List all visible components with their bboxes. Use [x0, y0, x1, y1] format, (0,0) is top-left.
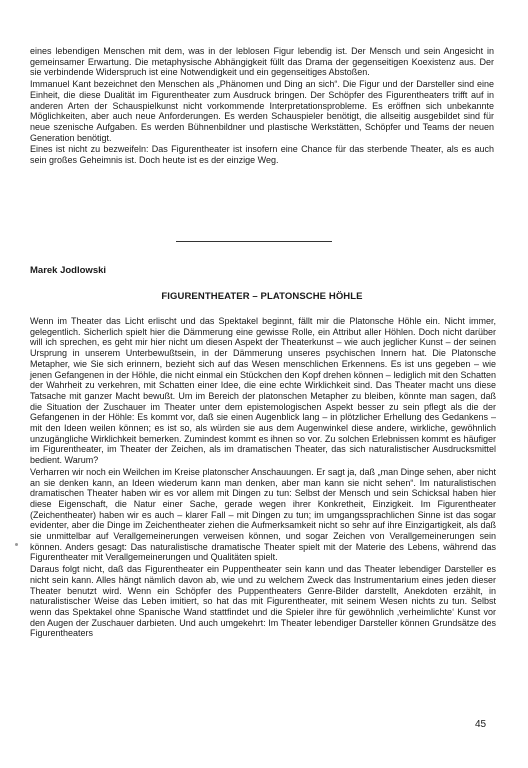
paragraph: eines lebendigen Menschen mit dem, was in der leblosen Figur lebendig ist. Der Mensch und sein Angesicht in gemeinsamer Erwartung. Die metaphysische Abhängigkeit füllt das Drama der gegenseitigen Koexistenz aus. Der sie verbindende Widerspruch ist eine Notwendigkeit und ein gegenseitiges Abstoßen. — [30, 46, 494, 78]
paragraph: Immanuel Kant bezeichnet den Menschen als „Phänomen und Ding an sich“. Die Figur und der Darsteller sind eine Einheit, die diese Dualität im Figurentheater zum Ausdruck bringen. Der Schöpfer des Figurentheaters trifft auf in anderen Arten der Schauspielkunst nicht vorkommende Interpretationsprobleme. Es eröffnen sich unbekannte Möglichkeiten, aber auch neue Anforderungen. Es werden Schauspieler benötigt, die allseitig ausgebildet sind für neue szenische Aufgaben. Es werden Bühnenbildner und plastische Werkstätten, Schöpfer und Teams der neuen Generation benötigt. — [30, 79, 494, 143]
scan-speck — [15, 543, 18, 546]
section-divider — [176, 241, 332, 242]
paragraph: Daraus folgt nicht, daß das Figurentheater ein Puppentheater sein kann und das Theater lebendiger Darsteller es nicht sein kann. Alles hängt nämlich davon ab, wie und zu welchem Zweck das Instrumentarium eines jeden dieser Theater benutzt wird. Wenn ein Schöpfer des Puppentheaters Genre-Bilder darstellt, Anekdoten erzählt, in naturalistischer Weise das Leben imitiert, so hat das mit Figurentheater, mit seinem Wesen nichts zu tun. Selbst wenn das Spektakel ohne Spanische Wand stattfindet und die Spieler ihre für gewöhnlich ‚verheimlichte‘ Kunst vor den Augen der Zuschauer darbieten. Und auch umgekehrt: Im Theater lebendiger Darsteller können Grundsätze des Figurentheaters — [30, 564, 496, 639]
article-body — [30, 316, 496, 639]
article-author: Marek Jodlowski — [30, 265, 107, 276]
paragraph: Eines ist nicht zu bezweifeln: Das Figurentheater ist insofern eine Chance für das sterbende Theater, als es auch sein großes Geheimnis ist. Doch heute ist es der einzige Weg. — [30, 144, 494, 166]
intro-text-block — [30, 46, 494, 166]
page-number: 45 — [475, 719, 487, 730]
article-title: FIGURENTHEATER – PLATONSCHE HÖHLE — [161, 291, 363, 302]
paragraph: Wenn im Theater das Licht erlischt und das Spektakel beginnt, fällt mir die Platonsche Höhle ein. Nicht immer, gelegentlich. Sicherlich spielt hier die Dämmerung eine gewisse Rolle, ein Attribut aller Höhlen. Doch nicht darüber will ich sprechen, es geht mir hier nicht um diesen Aspekt der Theaterkunst – wie auch jeglicher Kunst – der seinen Ursprung in unserem Unterbewußtsein, in der Dämmerung unseres psychischen Innern hat. Die Platonsche Metapher, wie Sie sich erinnern, bezieht sich auf das Wesen menschlichen Erkennens. Es ist uns gegeben – wie jenen Gefangenen in der Höhle, die nicht einmal ein Stückchen den Kopf drehen können – lediglich mit den Schatten der Wahrheit zu verkehren, mit Schatten einer Idee, die eine echte Wirklichkeit sind. Das Theater macht uns diese Tatsache mit ganzer Macht bewußt. Um im Bereich der platonschen Metapher zu bleiben, könnte man sagen, daß die Situation der Zuschauer im Theater unter dem epistemologischen Aspekt besser zu sein pflegt als die der Gefangenen in der Höhle: Es kommt vor, daß sie einen Augenblick lang – in plötzlicher Erhellung des Gedankens – mit den Ideen weilen können; es ist so, als würden sie aus dem Augenwinkel diese andere, wirkliche, gewöhnlich unzugängliche Wirklichkeit bemerken. Zumindest kommt es ihnen so vor. Zu solchen Erlebnissen kommt es häufiger im Figurentheater, im Theater der Zeichen, als im dramatischen Theater, das sich naturalistischer Ausdrucksmittel bedient. Warum? — [30, 316, 496, 466]
paragraph: Verharren wir noch ein Weilchen im Kreise platonscher Anschauungen. Er sagt ja, daß „man Dinge sehen, aber nicht an sie denken kann, an Ideen wiederum kann man denken, aber man kann sie nicht sehen“. Im naturalistischen dramatischen Theater haben wir es vor allem mit Dingen zu tun: Selbst der Mensch und sein Schicksal haben hier diese Eigenschaft, die Natur einer Sache, gerade wegen ihrer Konkretheit, Einzigkeit. Im Figurentheater (Zeichentheater) haben wir es auch – klarer Fall – mit Dingen zu tun; im umgangssprachlichen Sinne ist das sogar evidenter, aber die Dinge im Zeichentheater ziehen die Aufmerksamkeit nicht so sehr auf ihre Einzigartigkeit, als daß sie unmittelbar auf Verallgemeinerungen verweisen können, und sogar Zeichen von Verallgemeinerungen sein können. Anders gesagt: Das naturalistische dramatische Theater spielt mit der Materie des Lebens, während das Figurentheater mit Verallgemeinerungen und Qualitäten spielt. — [30, 466, 496, 563]
